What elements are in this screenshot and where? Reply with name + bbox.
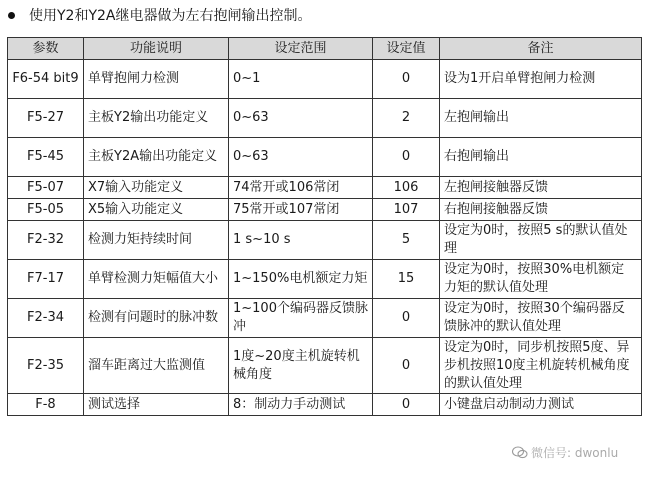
table-row	[8, 177, 642, 199]
function-cell: 测试选择	[84, 394, 229, 416]
table-row	[8, 299, 642, 338]
range-cell: 75常开或107常闭	[229, 199, 373, 221]
range-cell: 1度~20度主机旋转机械角度	[229, 338, 373, 394]
note-cell: 右抱闸接触器反馈	[440, 199, 642, 221]
table-row	[8, 199, 642, 221]
function-cell: 主板Y2输出功能定义	[84, 99, 229, 138]
header-function: 功能说明	[84, 38, 229, 60]
param-cell: F5-45	[8, 138, 84, 177]
range-cell: 1 s~10 s	[229, 221, 373, 260]
note-cell: 设定为0时，同步机按照5度、异步机按照10度主机旋转机械角度的默认值处理	[440, 338, 642, 394]
value-cell: 15	[373, 260, 440, 299]
note-cell: 设为1开启单臂抱闸力检测	[440, 60, 642, 99]
intro-line	[6, 3, 312, 27]
header-range: 设定范围	[229, 38, 373, 60]
value-cell: 0	[373, 60, 440, 99]
range-cell: 74常开或106常闭	[229, 177, 373, 199]
function-cell: X7输入功能定义	[84, 177, 229, 199]
param-cell: F2-34	[8, 299, 84, 338]
bullet-icon	[8, 12, 15, 19]
function-cell: 检测有问题时的脉冲数	[84, 299, 229, 338]
function-cell: 主板Y2A输出功能定义	[84, 138, 229, 177]
table-row	[8, 60, 642, 99]
param-cell: F5-07	[8, 177, 84, 199]
note-cell: 设定为0时，按照30个编码器反馈脉冲的默认值处理	[440, 299, 642, 338]
note-cell: 左抱闸输出	[440, 99, 642, 138]
table-header-row	[8, 38, 642, 60]
note-cell: 左抱闸接触器反馈	[440, 177, 642, 199]
note-cell: 设定为0时，按照5 s的默认值处理	[440, 221, 642, 260]
range-cell: 8：制动力手动测试	[229, 394, 373, 416]
table-row	[8, 338, 642, 394]
range-cell: 0~63	[229, 138, 373, 177]
range-cell: 0~1	[229, 60, 373, 99]
value-cell: 106	[373, 177, 440, 199]
param-cell: F5-27	[8, 99, 84, 138]
table-row	[8, 99, 642, 138]
header-param: 参数	[8, 38, 84, 60]
note-cell: 设定为0时，按照30%电机额定力矩的默认值处理	[440, 260, 642, 299]
note-cell: 小键盘启动制动力测试	[440, 394, 642, 416]
parameter-table	[7, 37, 642, 416]
value-cell: 0	[373, 394, 440, 416]
value-cell: 2	[373, 99, 440, 138]
watermark-text: 微信号: dwonlu	[531, 446, 619, 460]
param-cell: F-8	[8, 394, 84, 416]
param-cell: F2-35	[8, 338, 84, 394]
range-cell: 1~150%电机额定力矩	[229, 260, 373, 299]
intro-text: 使用Y2和Y2A继电器做为左右抱闸输出控制。	[29, 8, 312, 24]
param-cell: F5-05	[8, 199, 84, 221]
table-row	[8, 260, 642, 299]
table-row	[8, 221, 642, 260]
header-value: 设定值	[373, 38, 440, 60]
function-cell: 溜车距离过大监测值	[84, 338, 229, 394]
param-cell: F2-32	[8, 221, 84, 260]
value-cell: 5	[373, 221, 440, 260]
range-cell: 1~100个编码器反馈脉冲	[229, 299, 373, 338]
wechat-watermark	[512, 444, 618, 461]
table-row	[8, 394, 642, 416]
value-cell: 0	[373, 338, 440, 394]
header-note: 备注	[440, 38, 642, 60]
function-cell: 单臂检测力矩幅值大小	[84, 260, 229, 299]
value-cell: 107	[373, 199, 440, 221]
value-cell: 0	[373, 138, 440, 177]
function-cell: X5输入功能定义	[84, 199, 229, 221]
param-cell: F7-17	[8, 260, 84, 299]
table-row	[8, 138, 642, 177]
range-cell: 0~63	[229, 99, 373, 138]
param-cell: F6-54 bit9	[8, 60, 84, 99]
function-cell: 检测力矩持续时间	[84, 221, 229, 260]
note-cell: 右抱闸输出	[440, 138, 642, 177]
value-cell: 0	[373, 299, 440, 338]
wechat-icon	[512, 446, 528, 459]
function-cell: 单臂抱闸力检测	[84, 60, 229, 99]
